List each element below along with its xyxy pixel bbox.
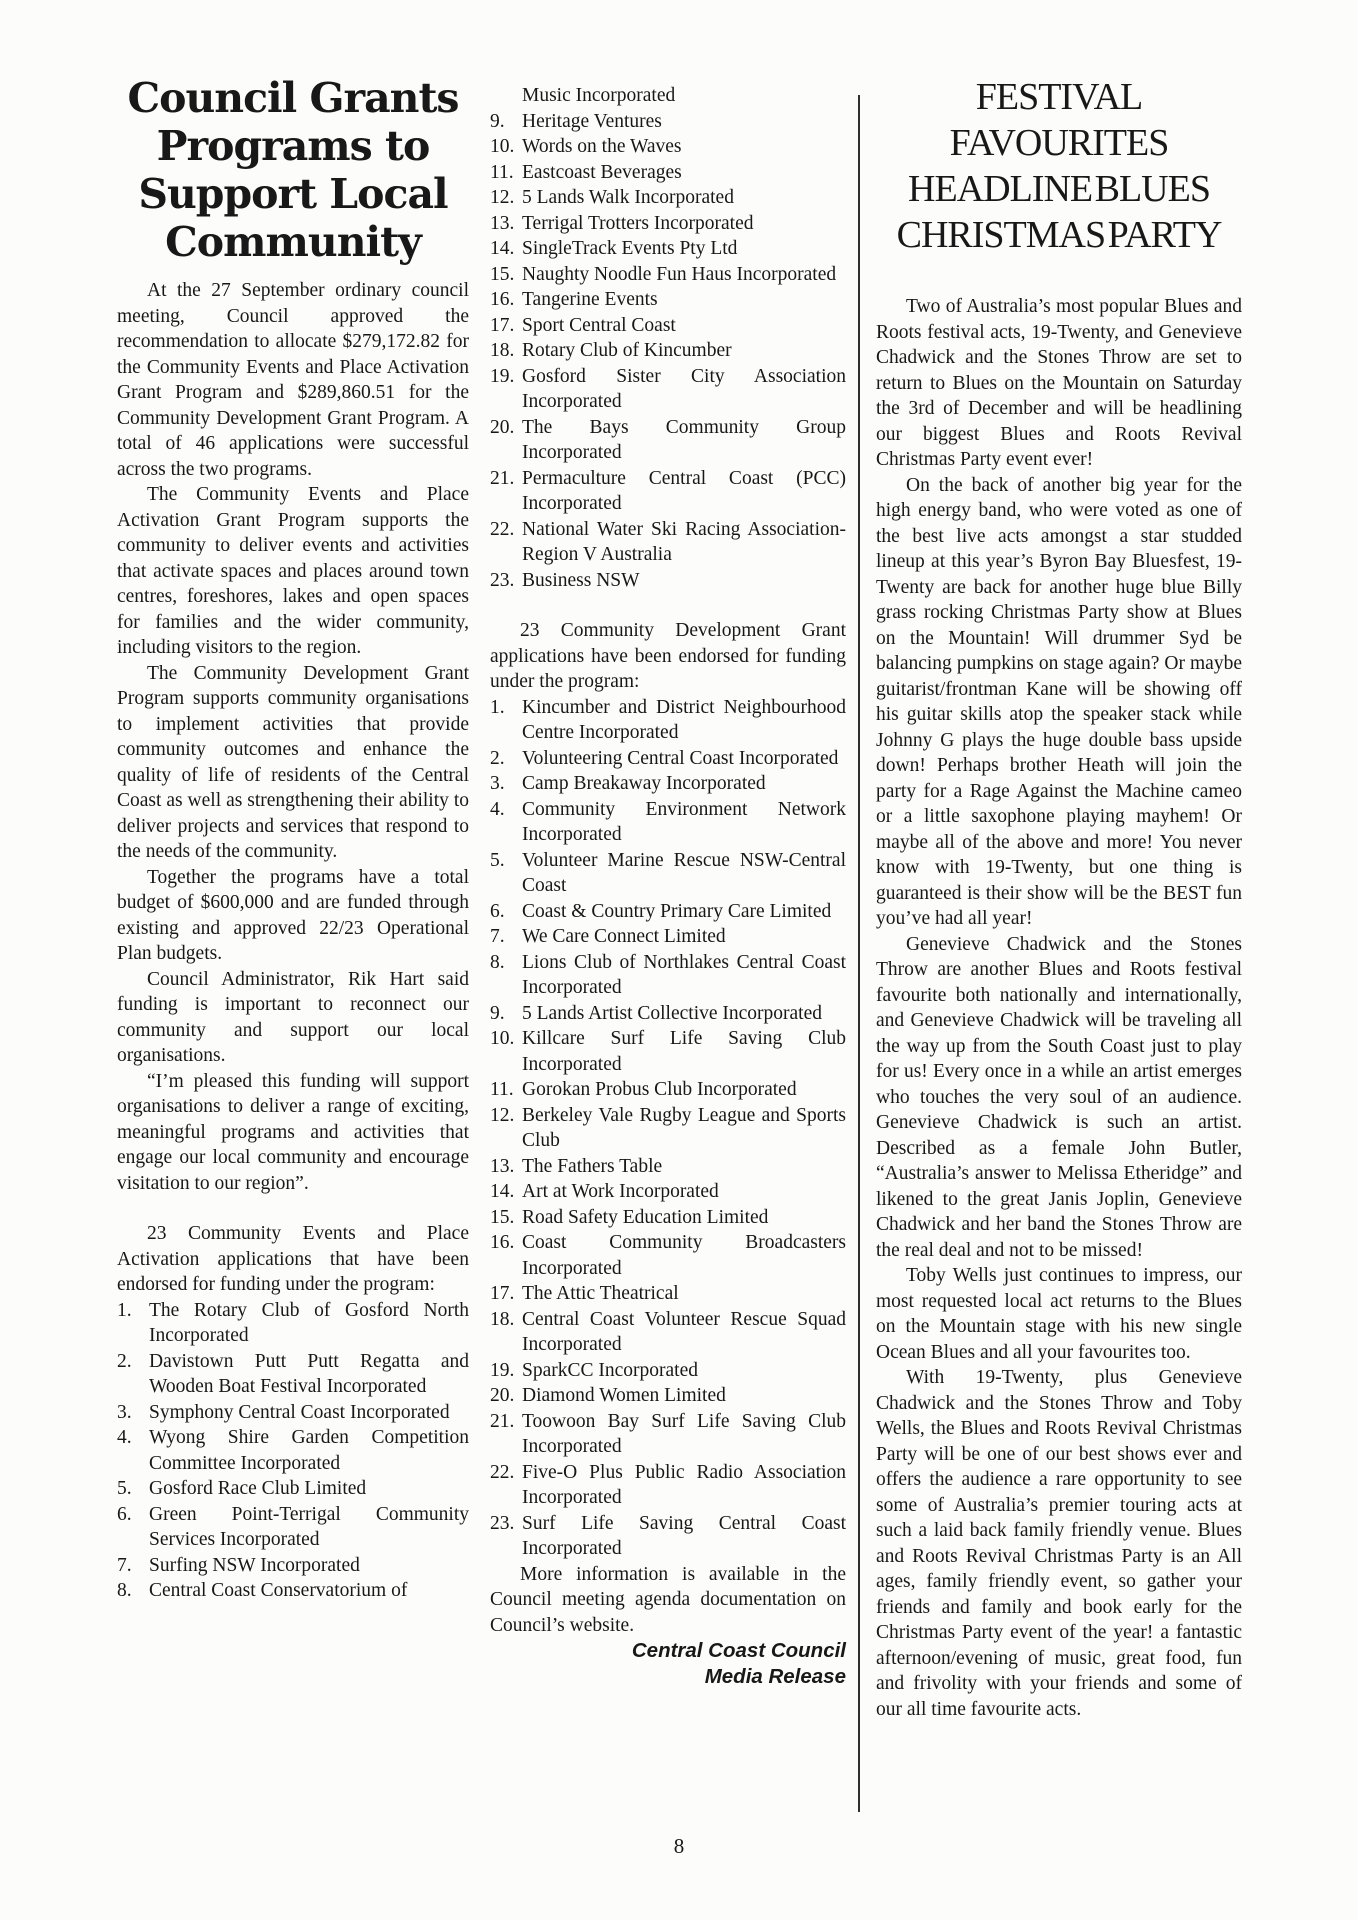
list-item	[490, 1307, 846, 1358]
list-item	[490, 848, 846, 899]
page-number: 8	[673, 1834, 685, 1858]
headline-line: Council Grants	[127, 74, 459, 122]
list-item-text: Business NSW	[522, 569, 640, 591]
list-item	[117, 1578, 469, 1604]
events-list-part1	[117, 1298, 469, 1604]
column-divider-rule	[858, 95, 860, 1812]
paragraph: With 19-Twenty, plus Genevieve Chadwick and the Stones Throw and Toby Wells, the Blues and Roots Revival Christmas Party will be one of our best shows ever and offers the audience a rare opportunity to see some of Australia’s premier touring acts at such a laid back family friendly venue. Blues and Roots Revival Christmas Party is an All ages, family friendly event, so gather your friends and family and book early for the Christmas Party event of the year! a fantastic afternoon/evening of music, great food, fun and frivolity with your friends and some of our all time favourite acts.	[876, 1367, 1242, 1720]
paragraph: At the 27 September ordinary council meeting, Council approved the recommendation to allocate $279,172.82 for the Community Events and Place Activation Grant Program and $289,860.51 for the Community Development Grant Program. A total of 46 applications were successful across the two programs.	[117, 280, 469, 480]
list-item	[490, 746, 846, 772]
list-item-text: National Water Ski Racing Association-Region V Australia	[522, 518, 846, 565]
list-item-text: Rotary Club of Kincumber	[522, 340, 732, 361]
list-item-text: Wyong Shire Garden Competition Committee Incorporated	[149, 1427, 469, 1474]
list-item-number: 11.	[490, 1079, 514, 1100]
list-item-number: 6.	[490, 900, 505, 922]
list-item-number: 12.	[490, 187, 515, 208]
list-item-text: Volunteering Central Coast Incorporated	[522, 747, 839, 769]
list-item-text: 5 Lands Walk Incorporated	[522, 187, 734, 208]
list-item	[490, 109, 846, 135]
headline-line: HEADLINE BLUES	[908, 168, 1210, 210]
list-item-number: 22.	[490, 518, 515, 540]
middle-column	[490, 0, 846, 1690]
list-item	[117, 1425, 469, 1476]
paragraph: The Community Events and Place Activation Grant Program supports the community to deliver events and activities that activate spaces and places around town centres, foreshores, lakes and open spaces for families and the wider community, including visitors to the region.	[117, 484, 469, 658]
headline-line: Community	[165, 218, 421, 266]
headline-line: Support Local	[138, 170, 448, 218]
list-item	[490, 134, 846, 160]
list-item-text: Lions Club of Northlakes Central Coast Incorporated	[522, 951, 846, 998]
list-item-text: The Fathers Table	[522, 1155, 663, 1177]
council-grants-headline	[117, 0, 469, 278]
list-item-text: Art at Work Incorporated	[522, 1181, 719, 1202]
list-item	[490, 899, 846, 925]
list-item-text: Symphony Central Coast Incorporated	[149, 1401, 450, 1423]
list-item-number: 20.	[490, 1385, 515, 1406]
list-item	[490, 160, 846, 186]
paragraph: Two of Australia’s most popular Blues and Roots festival acts, 19-Twenty, and Genevieve Chadwick and the Stones Throw are set to return to Blues on the Mountain on Saturday the 3rd of December and will be headlining our biggest Blues and Roots Revival Christmas Party event ever!	[876, 296, 1242, 470]
list-item	[490, 1409, 846, 1460]
list-item-text: Davistown Putt Putt Regatta and Wooden Boat Festival Incorporated	[149, 1350, 469, 1397]
list-item-number: 3.	[117, 1401, 132, 1423]
list-item	[490, 1205, 846, 1231]
list-item-number: 21.	[490, 467, 515, 489]
list-item-text: Surf Life Saving Central Coast Incorporated	[522, 1512, 846, 1559]
list-item-text: Coast Community Broadcasters Incorporated	[522, 1232, 846, 1279]
list-item	[490, 695, 846, 746]
list-item-number: 19.	[490, 1359, 515, 1381]
list-item	[490, 517, 846, 568]
list-item-text: Surfing NSW Incorporated	[149, 1554, 360, 1576]
council-grants-body	[117, 278, 469, 1196]
list-item-text: Killcare Surf Life Saving Club Incorporated	[522, 1028, 846, 1075]
byline-line: Media Release	[704, 1665, 846, 1688]
paragraph: Together the programs have a total budget of $600,000 and are funded through existing and approved 22/23 Operational Plan budgets.	[117, 866, 469, 964]
list-item	[490, 771, 846, 797]
list-item-number: 7.	[117, 1554, 132, 1576]
list-item-number: 4.	[117, 1427, 132, 1448]
list-item	[490, 797, 846, 848]
list-item-text: Diamond Women Limited	[522, 1385, 726, 1406]
list-item-number: 7.	[490, 926, 505, 947]
list-item-number: 16.	[490, 1232, 515, 1253]
list-item-number: 14.	[490, 238, 515, 259]
list-item	[117, 1298, 469, 1349]
list-item-text: Heritage Ventures	[522, 110, 662, 132]
list-item	[490, 1511, 846, 1562]
list-item-number: 16.	[490, 289, 515, 310]
list-item	[490, 1460, 846, 1511]
list-item-number: 12.	[490, 1104, 515, 1126]
list-item-number: 8.	[117, 1580, 132, 1601]
list-item-number: 18.	[490, 340, 515, 361]
headline-line: FAVOURITES	[949, 122, 1169, 164]
list-item	[490, 1077, 846, 1103]
list-item-number: 13.	[490, 1155, 515, 1177]
list-item-number: 1.	[490, 696, 505, 718]
list-item	[490, 1383, 846, 1409]
list-item-number: 9.	[490, 110, 505, 132]
headline-line: Programs to	[156, 122, 430, 170]
list-item	[490, 338, 846, 364]
headline-line: FESTIVAL	[975, 76, 1143, 118]
list-item	[490, 1103, 846, 1154]
list-item	[490, 236, 846, 262]
list-item-text: Community Environment Network Incorporated	[522, 798, 846, 845]
list-item-number: 17.	[490, 1283, 515, 1304]
list-continuation-line: Music Incorporated	[522, 85, 676, 106]
list-item-text: Terrigal Trotters Incorporated	[522, 212, 754, 234]
list-item	[490, 185, 846, 211]
list-item-text: The Rotary Club of Gosford North Incorporated	[149, 1299, 469, 1346]
list-item	[490, 466, 846, 517]
list-item-text: Central Coast Conservatorium of	[149, 1580, 408, 1601]
more-information-paragraph: More information is available in the Council meeting agenda documentation on Council’s website.	[490, 1563, 846, 1636]
paragraph: On the back of another big year for the high energy band, who were voted as one of the best live acts amongst a star studded lineup at this year’s Byron Bay Bluesfest, 19-Twenty are back for another huge blue Billy grass rocking Christmas Party show at Blues on the Mountain! Will drummer Syd be balancing pumpkins on stage again? Or maybe guitarist/frontman Kane will be showing off his guitar skills atop the speaker stack while Johnny G plays the huge double bass upside down! Perhaps brother Heath will join the party for a Rage Against the Machine cameo or a little saxophone playing mayhem! Or maybe all of the above and more! You never know with 19-Twenty, but one thing is guaranteed is their show will be the BEST fun you’ve had all year!	[876, 474, 1242, 929]
list-item	[490, 568, 846, 594]
list-item-number: 10.	[490, 136, 515, 157]
paragraph: “I’m pleased this funding will support organisations to deliver a range of exciting, meaningful programs and activities that engage our local community and encourage visitation to our region”.	[117, 1070, 469, 1194]
list-item-number: 11.	[490, 161, 514, 183]
list-item-text: Permaculture Central Coast (PCC) Incorporated	[522, 467, 846, 514]
list-item-number: 21.	[490, 1410, 515, 1432]
list-item	[490, 1001, 846, 1027]
byline	[490, 1638, 846, 1690]
list-item-text: Gosford Race Club Limited	[149, 1478, 367, 1499]
list-item	[117, 1400, 469, 1426]
list-item-number: 6.	[117, 1503, 132, 1525]
list-item	[490, 1026, 846, 1077]
headline-line: CHRISTMAS PARTY	[896, 214, 1222, 256]
list-item-text: Tangerine Events	[522, 289, 658, 310]
list-item-text: Berkeley Vale Rugby League and Sports Club	[522, 1104, 846, 1151]
paragraph: Genevieve Chadwick and the Stones Throw are another Blues and Roots festival favourite both nationally and internationally, and Genevieve Chadwick will be traveling all the way up from the South Coast just to play for us! Every once in a while an artist emerges who touches the very soul of an audience. Genevieve Chadwick is such an artist. Described as a female John Butler, “Australia’s answer to Melissa Etheridge” and likened to the great Janis Joplin, Genevieve Chadwick and her band the Stones Throw are the real deal and not to be missed!	[876, 933, 1242, 1261]
list-item-text: Kincumber and District Neighbourhood Centre Incorporated	[522, 696, 846, 743]
list-item	[490, 313, 846, 339]
list-item-number: 4.	[490, 798, 505, 820]
events-list-part2	[490, 109, 846, 594]
list-item-number: 2.	[117, 1350, 132, 1372]
list-item-text: SingleTrack Events Pty Ltd	[522, 238, 738, 259]
list-item	[117, 1476, 469, 1502]
list-item-number: 9.	[490, 1002, 505, 1024]
list-item-text: The Attic Theatrical	[522, 1283, 679, 1304]
list-item-text: Central Coast Volunteer Rescue Squad Incorporated	[522, 1308, 846, 1355]
list-item	[117, 1553, 469, 1579]
list-item-number: 20.	[490, 416, 515, 438]
list-item-text: Coast & Country Primary Care Limited	[522, 900, 832, 922]
list-item	[490, 287, 846, 313]
list-item-number: 19.	[490, 365, 515, 387]
list-item-number: 23.	[490, 569, 515, 591]
list-item	[490, 1358, 846, 1384]
list-item-text: Camp Breakaway Incorporated	[522, 773, 766, 794]
list-item	[490, 1154, 846, 1180]
development-list-intro: 23 Community Development Grant applications have been endorsed for funding under the program:	[490, 620, 846, 692]
list-item	[117, 1502, 469, 1553]
list-item-text: 5 Lands Artist Collective Incorporated	[522, 1002, 823, 1024]
list-item-number: 15.	[490, 263, 515, 285]
list-item	[490, 1281, 846, 1307]
list-item-number: 15.	[490, 1206, 515, 1228]
list-item-text: Gorokan Probus Club Incorporated	[522, 1079, 797, 1100]
list-item-number: 18.	[490, 1308, 515, 1330]
list-item	[490, 415, 846, 466]
list-item-number: 5.	[117, 1478, 132, 1499]
list-item	[490, 1179, 846, 1205]
list-item-number: 13.	[490, 212, 515, 234]
paragraph: The Community Development Grant Program supports community organisations to implement activities that provide community outcomes and enhance the quality of life of residents of the Central Coast as well as strengthening their ability to deliver projects and services that respond to the needs of the community.	[117, 662, 469, 862]
list-item-number: 23.	[490, 1512, 515, 1534]
list-item-text: Toowoon Bay Surf Life Saving Club Incorporated	[522, 1410, 846, 1457]
list-item-text: Eastcoast Beverages	[522, 161, 682, 183]
festival-favourites-headline	[876, 0, 1242, 294]
list-item-text: Words on the Waves	[522, 136, 682, 157]
paragraph: Toby Wells just continues to impress, our most requested local act returns to the Blues on the Mountain stage with his new single Ocean Blues and all your favourites too.	[876, 1265, 1242, 1363]
list-item-text: Gosford Sister City Association Incorporated	[522, 365, 846, 412]
byline-line: Central Coast Council	[631, 1639, 846, 1662]
list-item-text: Green Point-Terrigal Community Services Incorporated	[149, 1503, 469, 1550]
list-item-number: 5.	[490, 849, 505, 871]
festival-article-body	[876, 294, 1242, 1722]
list-item-number: 17.	[490, 314, 515, 336]
list-item-text: Road Safety Education Limited	[522, 1206, 769, 1228]
list-item	[490, 211, 846, 237]
list-item-number: 22.	[490, 1461, 515, 1483]
list-item-text: Naughty Noodle Fun Haus Incorporated	[522, 263, 837, 285]
list-item	[490, 950, 846, 1001]
list-item-text: SparkCC Incorporated	[522, 1359, 698, 1381]
list-item-number: 1.	[117, 1299, 132, 1321]
list-item-text: Sport Central Coast	[522, 314, 676, 336]
list-item-text: We Care Connect Limited	[522, 926, 726, 947]
events-list-intro: 23 Community Events and Place Activation applications that have been endorsed for funding under the program:	[117, 1223, 469, 1295]
list-item-text: The Bays Community Group Incorporated	[522, 416, 846, 463]
list-item	[117, 1349, 469, 1400]
list-item-number: 14.	[490, 1181, 515, 1202]
list-item-text: Five-O Plus Public Radio Association Incorporated	[522, 1461, 846, 1508]
left-column	[117, 0, 469, 1604]
list-item-number: 2.	[490, 747, 505, 769]
list-item	[490, 364, 846, 415]
development-list	[490, 695, 846, 1562]
paragraph: Council Administrator, Rik Hart said funding is important to reconnect our community and support our local organisations.	[117, 968, 469, 1066]
list-item-text: Volunteer Marine Rescue NSW-Central Coast	[522, 849, 846, 896]
list-item-number: 10.	[490, 1028, 515, 1049]
list-item-number: 3.	[490, 773, 505, 794]
right-column	[876, 0, 1242, 1722]
list-item	[490, 1230, 846, 1281]
list-item-number: 8.	[490, 951, 505, 973]
list-item	[490, 924, 846, 950]
list-item	[490, 262, 846, 288]
